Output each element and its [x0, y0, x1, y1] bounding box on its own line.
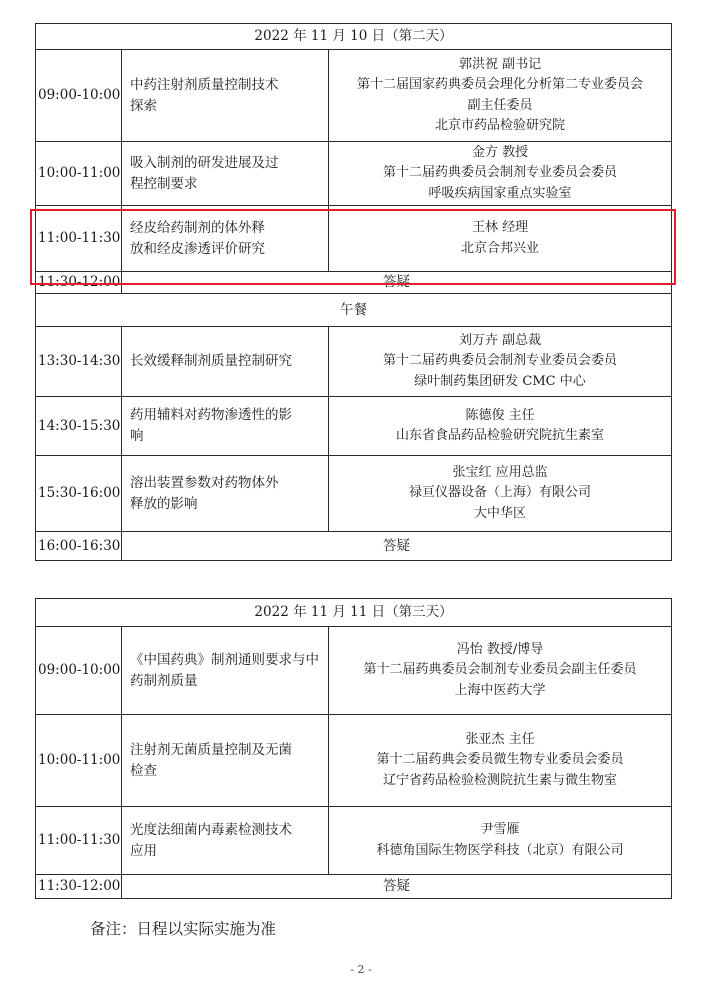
day3-schedule-table: [35, 598, 672, 899]
session-topic: 注射剂无菌质量控制及无菌 检查: [122, 715, 329, 807]
session-time: 13:30-14:30: [36, 327, 122, 397]
session-speaker: [329, 206, 672, 272]
session-speaker: [329, 50, 672, 142]
schedule-row: [36, 532, 672, 561]
schedule-row: [36, 456, 672, 532]
session-topic: 长效缓释制剂质量控制研究: [122, 327, 329, 397]
session-speaker: [329, 456, 672, 532]
speaker-affiliation: 副主任委员: [467, 97, 533, 113]
schedule-row: [36, 206, 672, 272]
session-time: 09:00-10:00: [36, 627, 122, 715]
schedule-row: [36, 327, 672, 397]
speaker-affiliation: 第十二届药典委员会制剂专业委员会委员: [383, 353, 618, 369]
session-speaker: [329, 807, 672, 875]
speaker-affiliation: 科德角国际生物医学科技（北京）有限公司: [376, 842, 624, 858]
qa-label: 答疑: [122, 875, 672, 899]
speaker-affiliation: 第十二届国家药典委员会理化分析第二专业委员会: [357, 77, 644, 93]
day2-schedule-table: [35, 23, 672, 561]
speaker-affiliation: 辽宁省药品检验检测院抗生素与微生物室: [383, 772, 618, 788]
speaker-affiliation: 禄亘仪器设备（上海）有限公司: [409, 485, 592, 501]
speaker-name: 冯怡 教授/博导: [456, 642, 544, 658]
session-speaker: [329, 327, 672, 397]
day3-header: 2022 年 11 月 11 日（第三天）: [36, 599, 672, 627]
session-speaker: [329, 715, 672, 807]
session-time: 16:00-16:30: [36, 532, 122, 561]
qa-label: 答疑: [122, 272, 672, 294]
session-time: 11:30-12:00: [36, 875, 122, 899]
schedule-row: [36, 272, 672, 294]
speaker-name: 张宝红 应用总监: [452, 465, 548, 481]
speaker-affiliation: 北京合邦兴业: [461, 240, 540, 256]
speaker-affiliation: 大中华区: [474, 505, 527, 521]
speaker-name: 刘万卉 副总裁: [458, 333, 542, 349]
session-time: 10:00-11:00: [36, 142, 122, 206]
speaker-name: 金方 教授: [471, 145, 529, 161]
speaker-affiliation: 第十二届药典委员会制剂专业委员会委员: [383, 165, 618, 181]
speaker-name: 张亚杰 主任: [465, 732, 535, 748]
speaker-name: 郭洪祝 副书记: [458, 57, 542, 73]
schedule-note: 备注：日程以实际实施为准: [90, 920, 277, 938]
schedule-row: [36, 294, 672, 327]
qa-label: 答疑: [122, 532, 672, 561]
speaker-affiliation: 第十二届药典会委员微生物专业委员会委员: [376, 752, 624, 768]
speaker-affiliation: 第十二届药典委员会制剂专业委员会副主任委员: [363, 662, 637, 678]
speaker-name: 王林 经理: [471, 220, 529, 236]
session-speaker: [329, 142, 672, 206]
session-topic: 溶出装置参数对药物体外 释放的影响: [122, 456, 329, 532]
session-time: 14:30-15:30: [36, 397, 122, 456]
schedule-row: [36, 397, 672, 456]
session-time: 11:00-11:30: [36, 807, 122, 875]
session-time: 15:30-16:00: [36, 456, 122, 532]
schedule-row: [36, 142, 672, 206]
speaker-affiliation: 呼吸疾病国家重点实验室: [428, 185, 572, 201]
page-number: - 2 -: [350, 963, 372, 976]
day2-header: 2022 年 11 月 10 日（第二天）: [36, 24, 672, 50]
speaker-affiliation: 绿叶制药集团研发 CMC 中心: [414, 373, 586, 389]
session-speaker: [329, 627, 672, 715]
session-time: 11:30-12:00: [36, 272, 122, 294]
session-time: 09:00-10:00: [36, 50, 122, 142]
speaker-affiliation: 山东省食品药品检验研究院抗生素室: [396, 428, 605, 443]
schedule-row: [36, 627, 672, 715]
schedule-row: [36, 807, 672, 875]
session-topic: 药用辅料对药物渗透性的影 响: [122, 397, 329, 456]
session-topic: 光度法细菌内毒素检测技术 应用: [122, 807, 329, 875]
session-topic: 经皮给药制剂的体外释 放和经皮渗透评价研究: [122, 206, 329, 272]
session-speaker: [329, 397, 672, 456]
session-topic: 中药注射剂质量控制技术 探索: [122, 50, 329, 142]
schedule-row: [36, 715, 672, 807]
schedule-row: [36, 875, 672, 899]
speaker-affiliation: 上海中医药大学: [454, 682, 546, 698]
break-label: 午餐: [36, 294, 672, 327]
schedule-row: [36, 50, 672, 142]
session-topic: 《中国药典》制剂通则要求与中 药制剂质量: [122, 627, 329, 715]
speaker-affiliation: 北京市药品检验研究院: [435, 117, 566, 133]
speaker-name: 尹雪雁: [480, 822, 520, 838]
session-topic: 吸入制剂的研发进展及过 程控制要求: [122, 142, 329, 206]
speaker-name: 陈德俊 主任: [465, 407, 535, 423]
session-time: 11:00-11:30: [36, 206, 122, 272]
session-time: 10:00-11:00: [36, 715, 122, 807]
